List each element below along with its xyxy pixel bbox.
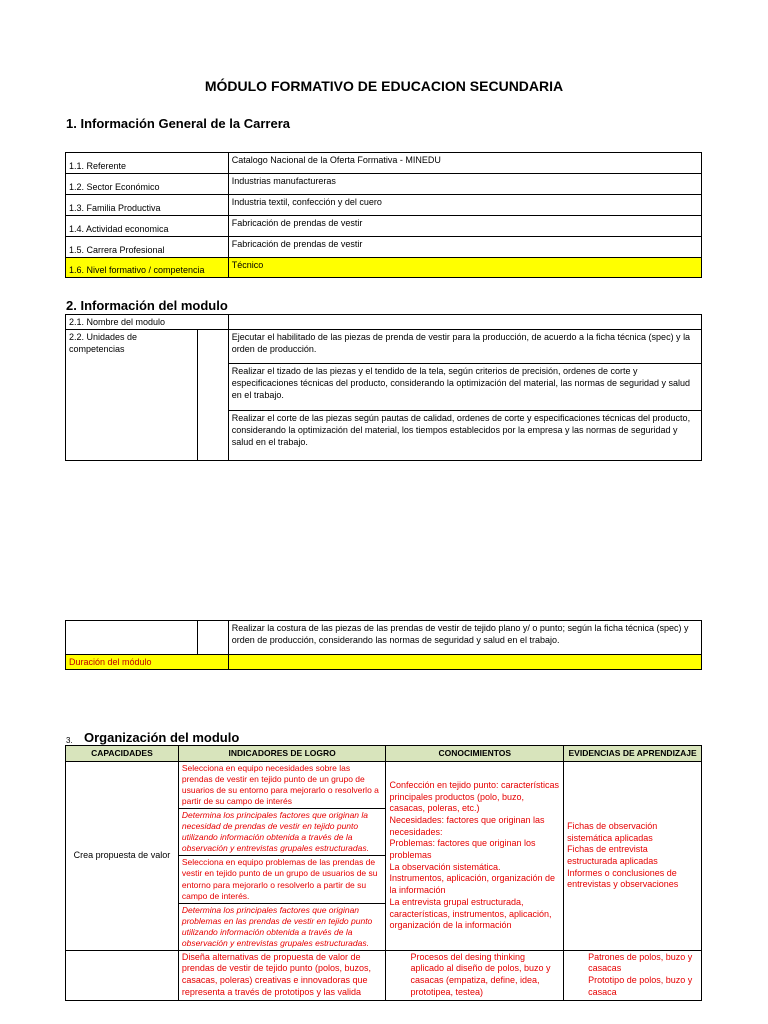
competency-unit: Realizar la costura de las piezas de las prendas de vestir de tejido plano y/ o punto; según la ficha técnica (spec) y orden de producción, considerando las normas de seguridad y salud en el trabajo. <box>228 621 701 655</box>
module-organization-table <box>65 745 702 1001</box>
section3-number: 3. <box>66 736 73 745</box>
career-info-value: Industria textil, confección y del cuero <box>228 195 701 216</box>
career-info-label: 1.2. Sector Económico <box>66 174 229 195</box>
career-info-table <box>65 152 702 278</box>
module-name-value <box>228 315 701 330</box>
knowledge-cell: Procesos del desing thinking aplicado al diseño de polos, buzo y casacas (empatiza, define, idea, prototipea, testea) <box>386 950 564 1000</box>
evidence-cell: Patrones de polos, buzo y casacas Prototipo de polos, buzo y casaca <box>564 950 702 1000</box>
career-info-value: Fabricación de prendas de vestir <box>228 237 701 258</box>
section1-heading: 1. Información General de la Carrera <box>66 116 290 131</box>
duration-value <box>228 655 701 670</box>
career-info-value: Catalogo Nacional de la Oferta Formativa - MINEDU <box>228 153 701 174</box>
competency-units-spacer <box>197 330 228 461</box>
competency-unit: Realizar el corte de las piezas según pautas de calidad, ordenes de corte y especificaciones técnicas del producto, considerando la optimización del material, los tiempos establecidos por la empresa y las normas de seguridad y salud en el trabajo. <box>228 411 701 461</box>
indicator-cell: Selecciona en equipo necesidades sobre las prendas de vestir en tejido punto de un grupo de usuarios de su entorno para mejorarlo o resolverlo a partir de su campo de interés <box>178 762 386 809</box>
competency-unit: Ejecutar el habilitado de las piezas de prenda de vestir para la producción, de acuerdo a la ficha técnica (spec) y la orden de producción. <box>228 330 701 364</box>
career-info-value: Industrias manufactureras <box>228 174 701 195</box>
career-info-value: Fabricación de prendas de vestir <box>228 216 701 237</box>
header-evidencias: EVIDENCIAS DE APRENDIZAJE <box>564 746 702 762</box>
section2-heading: 2. Información del modulo <box>66 298 228 313</box>
capacity-cell-2 <box>66 950 179 1000</box>
competency-unit: Realizar el tizado de las piezas y el tendido de la tela, según criterios de precisión, ordenes de corte y especificaciones técnicas del producto, considerando la optimización del material, las normas de seguridad y salud en el trabajo. <box>228 364 701 411</box>
header-conocimientos: CONOCIMIENTOS <box>386 746 564 762</box>
duration-label: Duración del módulo <box>66 655 229 670</box>
module-name-label: 2.1. Nombre del modulo <box>66 315 229 330</box>
module-info-table <box>65 314 702 461</box>
indicator-cell: Diseña alternativas de propuesta de valor de prendas de vestir de tejido punto (polos, buzos, casacas, poleras) creativas e innovadoras que representa a través de prototipos y las valida <box>178 950 386 1000</box>
career-info-label: 1.1. Referente <box>66 153 229 174</box>
career-info-label: 1.3. Familia Productiva <box>66 195 229 216</box>
career-info-label: 1.5. Carrera Profesional <box>66 237 229 258</box>
knowledge-cell: Confección en tejido punto: características principales productos (polo, buzo, casacas, poleras, etc.) Necesidades: factores que originan las necesidades: Problemas: factores que originan los problemas La observación sistemática. Instrumentos, aplicación, organización de la información La entrevista grupal estructurada, características, instrumentos, aplicación, organización de la información <box>386 762 564 951</box>
header-capacidades: CAPACIDADES <box>66 746 179 762</box>
competency-units-label: 2.2. Unidades de competencias <box>66 330 198 461</box>
evidence-cell: Fichas de observación sistemática aplicadas Fichas de entrevista estructurada aplicadas Informes o conclusiones de entrevistas y observaciones <box>564 762 702 951</box>
competency-units-spacer <box>197 621 228 655</box>
career-info-label: 1.6. Nivel formativo / competencia <box>66 258 229 278</box>
module-info-table-continued <box>65 620 702 670</box>
indicator-cell: Determina los principales factores que originan la necesidad de prendas de vestir en tejido punto utilizando información obtenida a través de la observación y entrevistas grupales estructuradas. <box>178 809 386 856</box>
indicator-cell: Selecciona en equipo problemas de las prendas de vestir en tejido punto de un grupo de usuarios de su entorno para mejorarlo o resolverlo a partir de su campo de interés. <box>178 856 386 903</box>
section3-heading: Organización del modulo <box>84 730 240 745</box>
capacity-cell: Crea propuesta de valor <box>66 762 179 951</box>
header-indicadores: INDICADORES DE LOGRO <box>178 746 386 762</box>
competency-units-label-cont <box>66 621 198 655</box>
indicator-cell: Determina los principales factores que originan problemas en las prendas de vestir en tejido punto utilizando información obtenida a través de la observación y entrevistas grupales estructuradas. <box>178 903 386 950</box>
document-title: MÓDULO FORMATIVO DE EDUCACION SECUNDARIA <box>204 78 564 94</box>
career-info-value: Técnico <box>228 258 701 278</box>
career-info-label: 1.4. Actividad economica <box>66 216 229 237</box>
